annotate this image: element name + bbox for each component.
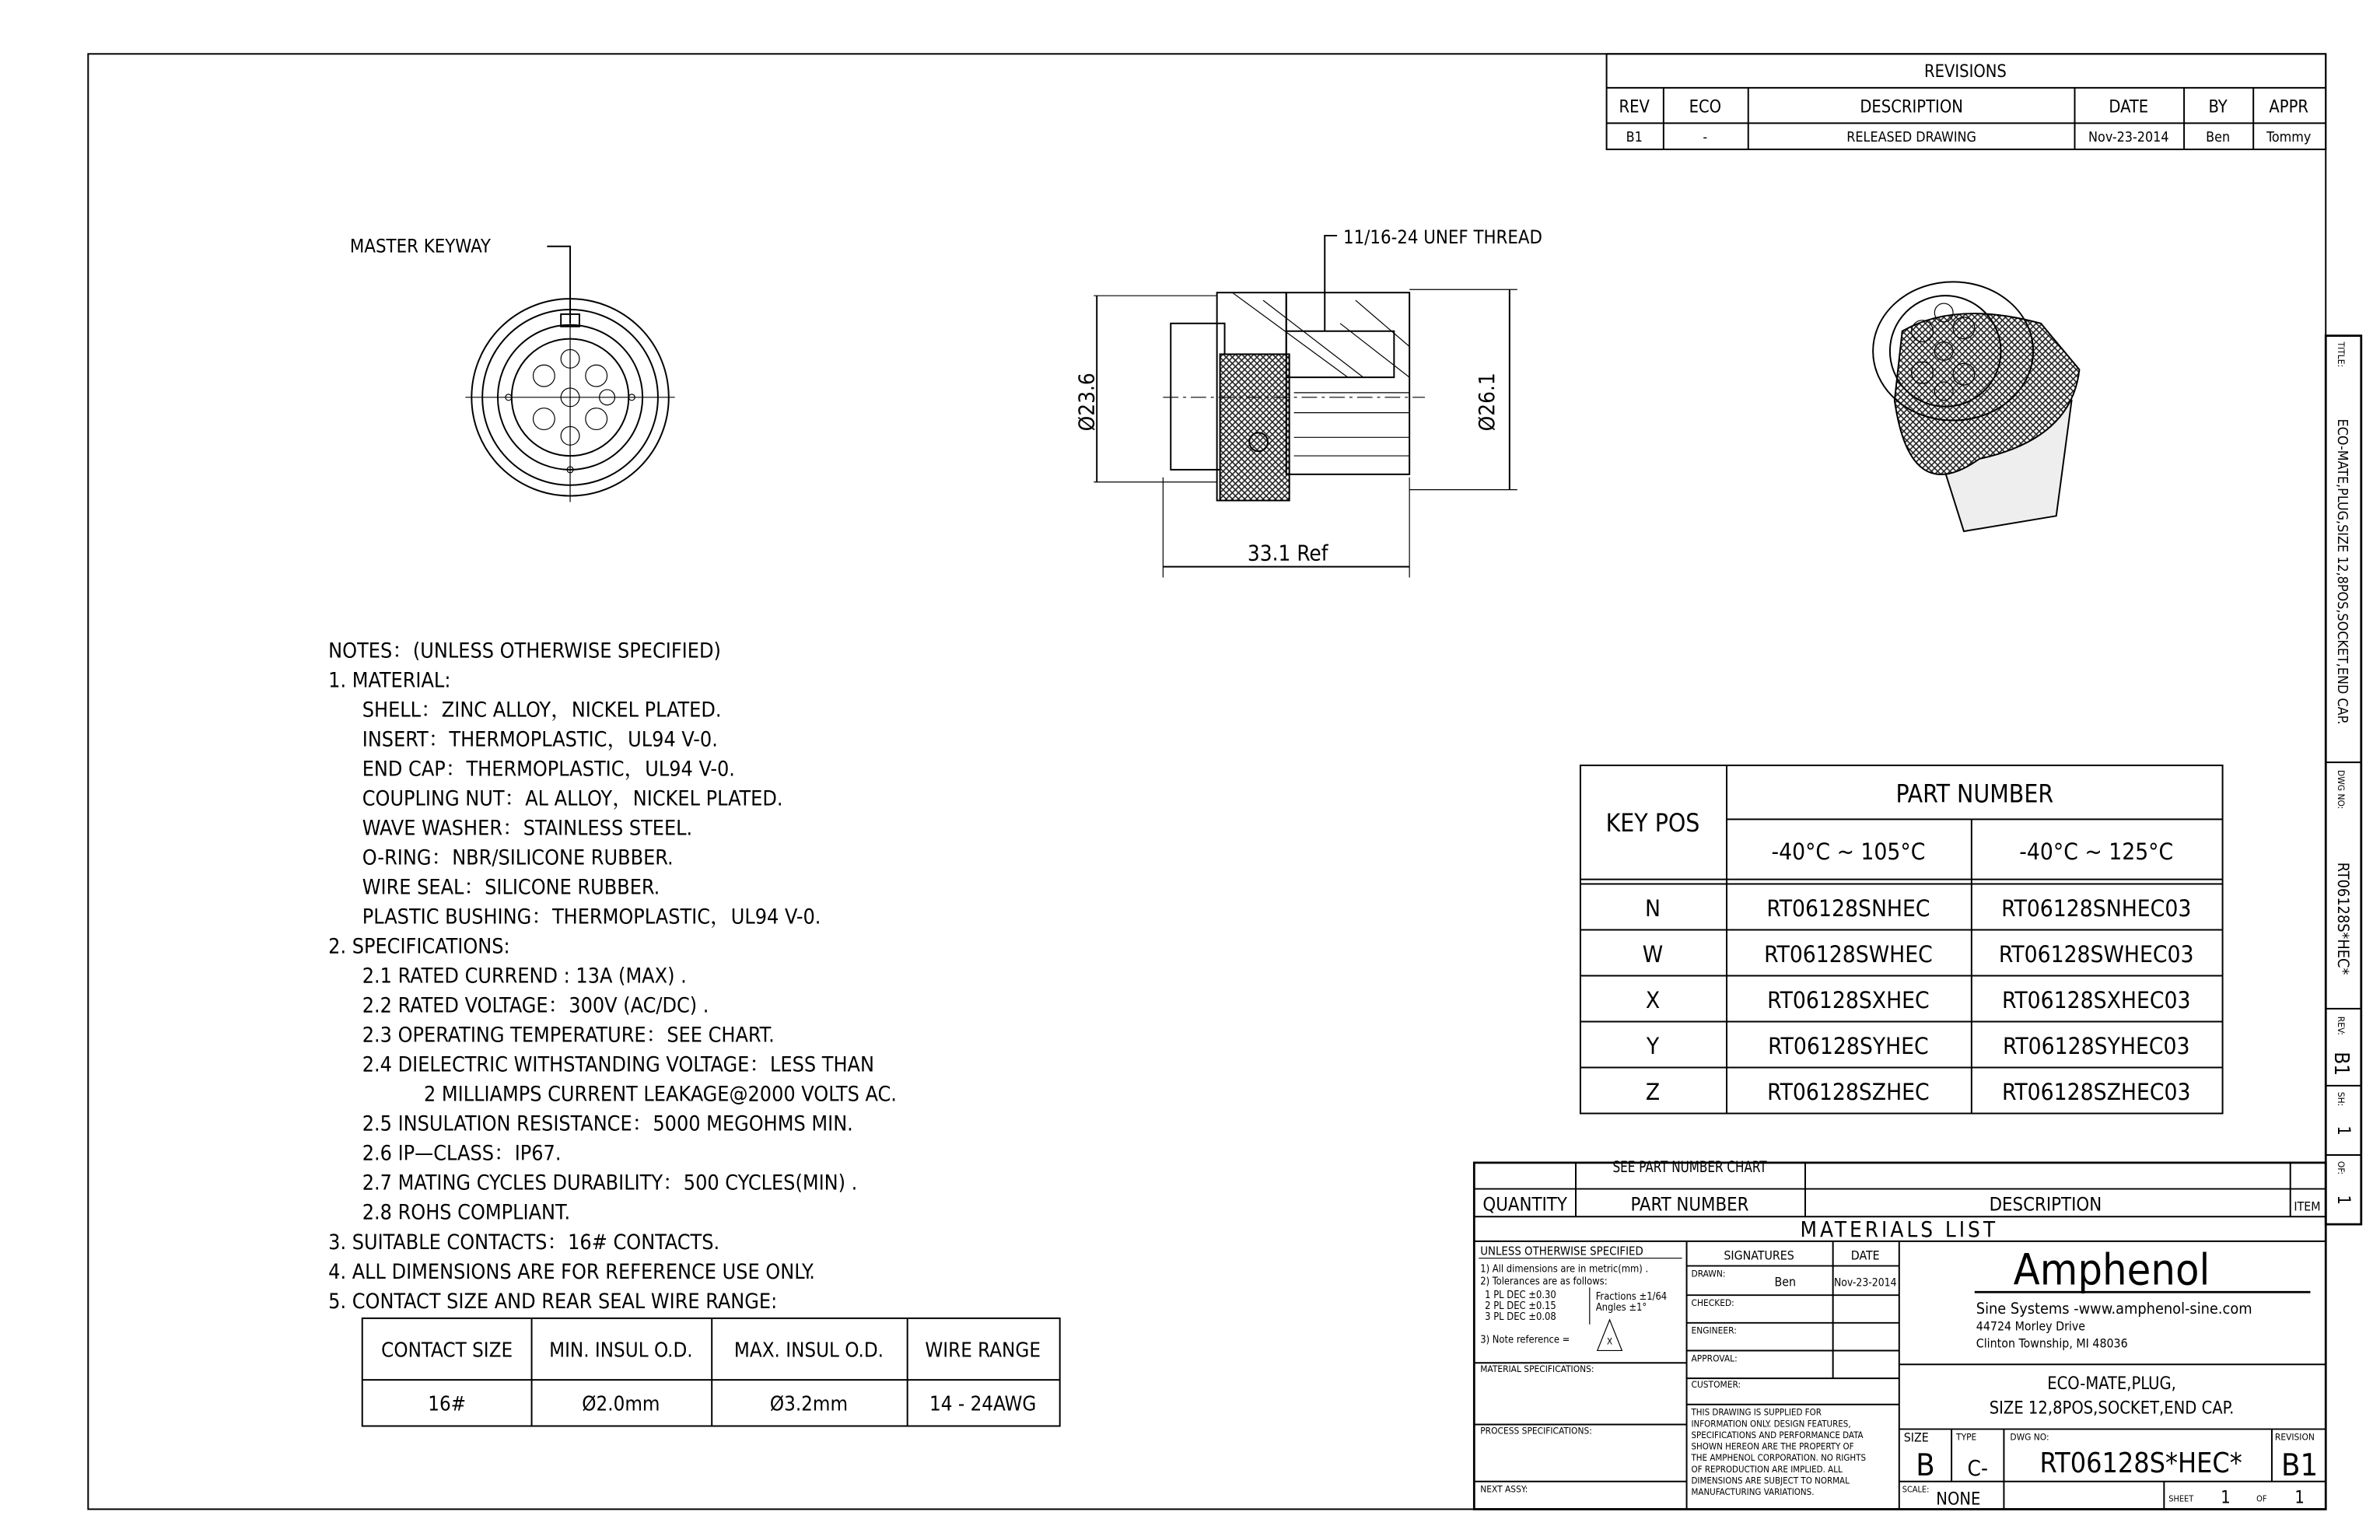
disclaimer-line: INFORMATION ONLY. DESIGN FEATURES, [1691,1418,1851,1430]
address-line-1: 44724 Morley Drive [1976,1318,2086,1334]
note-line: WIRE SEAL：SILICONE RUBBER. [362,875,660,900]
revision-value: B1 [2281,1447,2319,1483]
part-number-125-cell: RT06128SWHEC03 [1998,941,2194,969]
contact-size-table [362,1318,1060,1426]
side-title: ECO-MATE,PLUG,SIZE 12,8POS,SOCKET,END CAP. [2334,418,2351,725]
note-line: 2.6 IP—CLASS：IP67. [362,1141,562,1166]
drawn-by: Ben [1774,1274,1797,1290]
master-keyway-label: MASTER KEYWAY [349,235,491,257]
title-block [1474,1241,2326,1510]
dwg-no-value: RT06128S*HEC* [2039,1447,2242,1479]
wire-range-value: 14 - 24AWG [929,1392,1037,1416]
rev-header: REV [1619,97,1650,117]
tol-line-2: 2) Tolerances are as follows: [1480,1276,1608,1288]
side-title-strip [2326,336,2361,1224]
disclaimer-line: THIS DRAWING IS SUPPLIED FOR [1691,1406,1822,1418]
min-insul-value: Ø2.0mm [582,1392,660,1416]
key-pos-cell: Y [1646,1033,1660,1061]
note-line: 5. CONTACT SIZE AND REAR SEAL WIRE RANGE: [328,1289,778,1314]
disclaimer-line: THE AMPHENOL CORPORATION. NO RIGHTS [1691,1452,1867,1464]
note-line: WAVE WASHER：STAINLESS STEEL. [362,816,693,841]
master-keyway-callout [350,236,570,324]
tol-fractions: Fractions ±1/64 [1595,1291,1668,1304]
part-number-105-cell: RT06128SWHEC [1764,941,1933,969]
min-insul-header: MIN. INSUL O.D. [549,1339,693,1363]
type-value: C- [1967,1454,1988,1481]
size-label: SIZE [1903,1430,1929,1445]
revisions-title: REVISIONS [1924,61,2007,82]
sheet-value: 1 [2221,1488,2231,1508]
max-insul-value: Ø3.2mm [769,1392,849,1416]
description-value: RELEASED DRAWING [1846,129,1976,146]
revision-label: REVISION [2274,1431,2315,1443]
drawing-title-1: ECO-MATE,PLUG, [2047,1374,2176,1394]
note-line: 2 MILLIAMPS CURRENT LEAKAGE@2000 VOLTS AC. [423,1082,897,1107]
note-line: 2.2 RATED VOLTAGE：300V (AC/DC) . [362,993,709,1018]
disclaimer-line: DIMENSIONS ARE SUBJECT TO NORMAL [1691,1475,1850,1486]
side-of: 1 [2333,1195,2354,1205]
quantity-header: QUANTITY [1482,1193,1567,1216]
revisions-table [1607,54,2326,149]
scale-value: NONE [1936,1489,1981,1510]
unless-specified: UNLESS OTHERWISE SPECIFIED [1480,1244,1643,1258]
drawing-title-2: SIZE 12,8POS,SOCKET,END CAP. [1989,1398,2235,1419]
part-number-125-cell: RT06128SZHEC03 [2001,1079,2191,1107]
side-rev-label: REV: [2336,1016,2347,1035]
note-reference-x: X [1606,1335,1613,1347]
tol-angles: Angles ±1° [1595,1301,1647,1314]
note-line: NOTES：(UNLESS OTHERWISE SPECIFIED) [328,639,721,663]
temp-range-125: -40°C ~ 125°C [2019,838,2174,866]
note-line: 2.5 INSULATION RESISTANCE：5000 MEGOHMS MIN. [362,1111,853,1136]
drawn-date: Nov-23-2014 [1833,1276,1897,1290]
isometric-view-drawing [1873,282,2079,531]
knurled-nut [1220,354,1290,500]
date-header: DATE [2109,97,2149,117]
dim-23-6-label: Ø23.6 [1073,373,1100,432]
front-view-drawing [465,292,674,502]
note-line: END CAP：THERMOPLASTIC，UL94 V-0. [362,757,735,782]
eco-header: ECO [1689,97,1722,117]
by-header: BY [2208,97,2228,117]
part-number-col-header: PART NUMBER [1630,1193,1749,1216]
part-number-125-cell: RT06128SXHEC03 [2001,987,2191,1015]
appr-header: APPR [2269,97,2309,117]
note-line: O-RING：NBR/SILICONE RUBBER. [362,845,674,870]
process-specs-label: PROCESS SPECIFICATIONS: [1480,1425,1592,1437]
key-pos-cell: X [1645,987,1661,1015]
date-col-header: DATE [1850,1248,1880,1263]
part-number-header: PART NUMBER [1895,780,2054,809]
see-part-number-chart: SEE PART NUMBER CHART [1612,1157,1767,1176]
rev-value: B1 [1626,129,1643,146]
contact-size-value: 16# [428,1392,467,1416]
side-title-label: TITLE: [2336,341,2347,368]
tol-1pl: 1 PL DEC ±0.30 [1485,1290,1556,1302]
note-line: 1. MATERIAL: [328,668,451,693]
note-line: 2.4 DIELECTRIC WITHSTANDING VOLTAGE：LESS THAN [362,1052,874,1077]
customer-label: CUSTOMER: [1691,1378,1741,1390]
side-sh: 1 [2333,1125,2354,1136]
note-line: 2.1 RATED CURREND : 13A (MAX) . [362,964,687,989]
side-rev: B1 [2329,1052,2354,1076]
wire-range-header: WIRE RANGE [925,1339,1041,1363]
side-of-label: OF: [2336,1160,2347,1175]
part-number-105-cell: RT06128SXHEC [1767,987,1930,1015]
key-pos-header: KEY POS [1605,810,1700,838]
of-label: OF [2256,1493,2267,1504]
drawn-label: DRAWN: [1691,1268,1726,1279]
temp-range-105: -40°C ~ 105°C [1771,838,1926,866]
note-line: 3. SUITABLE CONTACTS：16# CONTACTS. [328,1230,720,1255]
appr-value: Tommy [2266,129,2312,146]
approval-label: APPROVAL: [1691,1353,1738,1364]
thread-label: 11/16-24 UNEF THREAD [1343,226,1542,248]
key-pos-cell: N [1644,895,1661,923]
item-header: ITEM [2294,1199,2321,1214]
key-pos-cell: W [1642,941,1664,969]
engineer-label: ENGINEER: [1691,1325,1737,1336]
material-specs-label: MATERIAL SPECIFICATIONS: [1480,1363,1594,1375]
tol-2pl: 2 PL DEC ±0.15 [1485,1300,1556,1312]
part-number-table [1580,765,2223,1113]
dim-26-1-label: Ø26.1 [1474,373,1500,432]
note-reference: 3) Note reference = [1480,1334,1570,1346]
note-line: PLASTIC BUSHING：THERMOPLASTIC，UL94 V-0. [362,905,821,929]
date-value: Nov-23-2014 [2088,129,2169,146]
by-value: Ben [2206,129,2231,146]
size-value: B [1916,1447,1935,1483]
note-line: 2.7 MATING CYCLES DURABILITY：500 CYCLES(MIN) . [362,1171,858,1195]
scale-label: SCALE: [1902,1484,1930,1495]
dim-33-1-label: 33.1 Ref [1247,540,1328,566]
part-number-105-cell: RT06128SNHEC [1766,895,1930,923]
tol-3pl: 3 PL DEC ±0.08 [1485,1311,1556,1323]
note-line: INSERT：THERMOPLASTIC，UL94 V-0. [362,727,718,752]
checked-label: CHECKED: [1691,1297,1734,1309]
tol-line-1: 1) All dimensions are in metric(mm) . [1480,1263,1649,1276]
note-line: 2. SPECIFICATIONS: [328,934,510,959]
of-value: 1 [2294,1488,2305,1508]
note-line: SHELL：ZINC ALLOY，NICKEL PLATED. [362,698,722,723]
part-number-125-cell: RT06128SNHEC03 [2001,895,2192,923]
side-view-drawing [1163,292,1425,500]
note-line: 4. ALL DIMENSIONS ARE FOR REFERENCE USE ONLY. [328,1259,815,1284]
disclaimer-line: SPECIFICATIONS AND PERFORMANCE DATA [1691,1429,1864,1440]
dwg-no-label: DWG NO: [2010,1431,2049,1443]
sheet-label: SHEET [2168,1493,2194,1504]
note-line: COUPLING NUT：AL ALLOY，NICKEL PLATED. [362,786,783,811]
next-assy-label: NEXT ASSY: [1480,1483,1528,1495]
key-pos-cell: Z [1645,1079,1661,1107]
contact-size-header: CONTACT SIZE [381,1339,513,1363]
disclaimer-line: OF REPRODUCTION ARE IMPLIED. ALL [1691,1463,1843,1475]
side-sh-label: SH: [2336,1091,2347,1107]
note-line: 2.8 ROHS COMPLIANT. [362,1200,571,1225]
part-number-105-cell: RT06128SZHEC [1767,1079,1930,1107]
disclaimer-line: MANUFACTURING VARIATIONS. [1691,1486,1815,1498]
side-dwg: RT06128S*HEC* [2334,862,2353,975]
part-number-125-cell: RT06128SYHEC03 [2002,1033,2190,1061]
side-dwg-label: DWG NO: [2336,770,2347,810]
max-insul-header: MAX. INSUL O.D. [733,1339,884,1363]
notes-block [328,639,897,1313]
part-number-105-cell: RT06128SYHEC [1768,1033,1929,1061]
eco-value: - [1703,129,1708,146]
description-col-header: DESCRIPTION [1989,1193,2102,1216]
note-line: 2.3 OPERATING TEMPERATURE：SEE CHART. [362,1023,775,1048]
division-line: Sine Systems -www.amphenol-sine.com [1976,1299,2252,1318]
dimension-26-1 [1409,289,1517,489]
materials-list-title: MATERIALS LIST [1800,1216,1999,1242]
address-line-2: Clinton Township, MI 48036 [1976,1335,2128,1351]
amphenol-logo: Amphenol [2013,1245,2210,1296]
type-label: TYPE [1956,1431,1977,1443]
disclaimer-line: SHOWN HEREON ARE THE PROPERTY OF [1691,1440,1854,1452]
signatures-header: SIGNATURES [1724,1248,1794,1263]
description-header: DESCRIPTION [1860,97,1963,117]
